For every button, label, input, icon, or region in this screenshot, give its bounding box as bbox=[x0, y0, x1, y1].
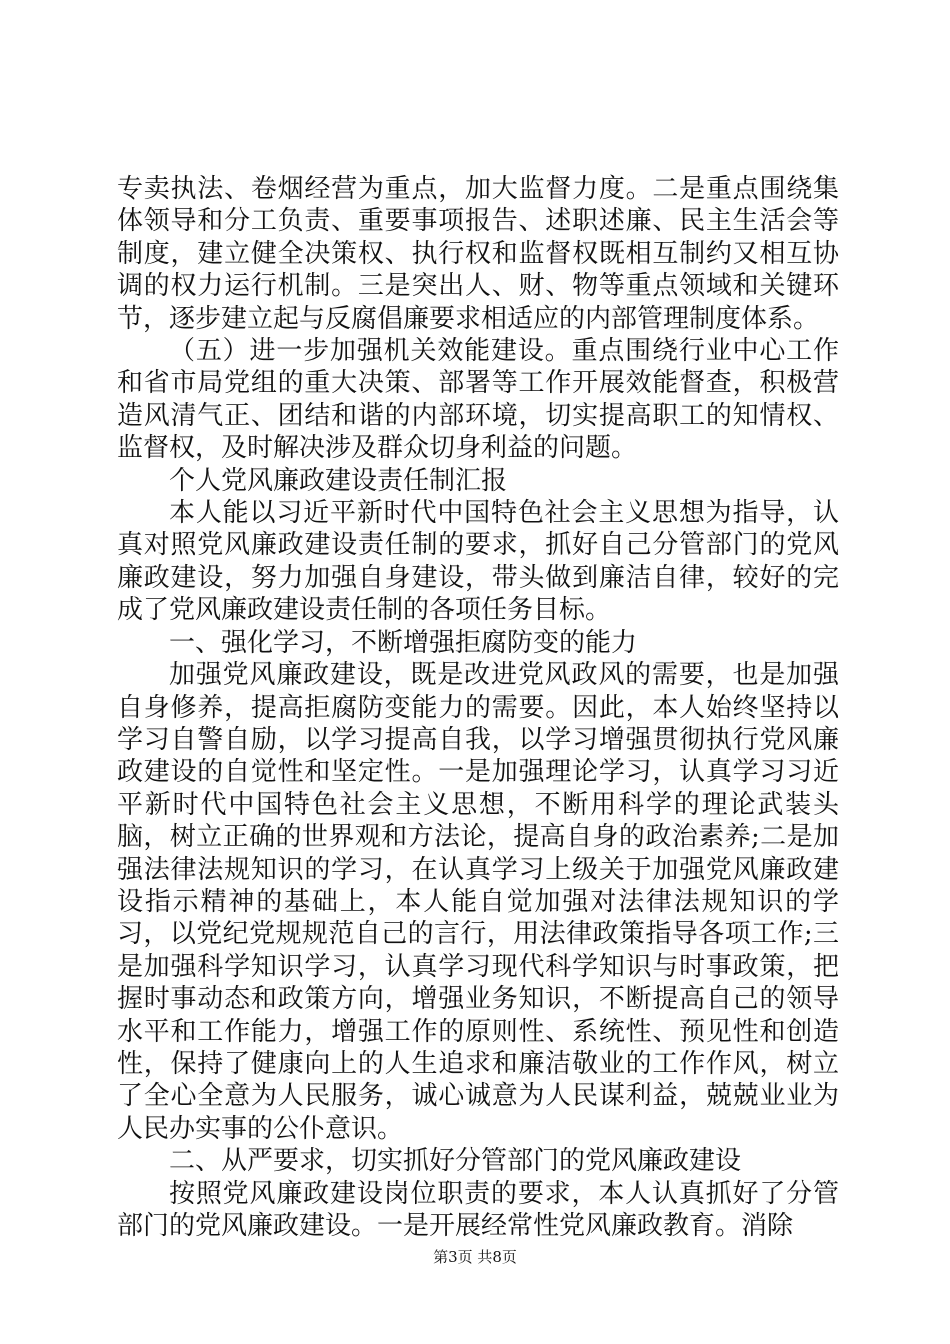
section-heading-two: 二、从严要求，切实抓好分管部门的党风廉政建设 bbox=[169, 1146, 742, 1177]
document-body bbox=[117, 173, 839, 1242]
document-title: 个人党风廉政建设责任制汇报 bbox=[169, 465, 508, 496]
section-heading-one: 一、强化学习，不断增强拒腐防变的能力 bbox=[169, 627, 638, 658]
paragraph-study: 加强党风廉政建设，既是改进党风政风的需要，也是加强自身修养，提高拒腐防变能力的需要。因此，本人始终坚持以学习自警自励，以学习提高自我，以学习增强贯彻执行党风廉政建设的自觉性和坚定性。一是加强理论学习，认真学习习近平新时代中国特色社会主义思想，不断用科学的理论武装头脑，树立正确的世界观和方法论，提高自身的政治素养;二是加强法律法规知识的学习，在认真学习上级关于加强党风廉政建设指示精神的基础上，本人能自觉加强对法律法规知识的学习，以党纪党规规范自己的言行，用法律政策指导各项工作;三是加强科学知识学习，认真学习现代科学知识与时事政策，把握时事动态和政策方向，增强业务知识，不断提高自己的领导水平和工作能力，增强工作的原则性、系统性、预见性和创造性，保持了健康向上的人生追求和廉洁敬业的工作作风，树立了全心全意为人民服务，诚心诚意为人民谋利益，兢兢业业为人民办实事的公仆意识。 bbox=[117, 660, 839, 1144]
paragraph-intro: 本人能以习近平新时代中国特色社会主义思想为指导，认真对照党风廉政建设责任制的要求，抓好自己分管部门的党风廉政建设，努力加强自身建设，带头做到廉洁自律，较好的完成了党风廉政建设责任制的各项任务目标。 bbox=[117, 498, 839, 626]
paragraph-continuation: 专卖执法、卷烟经营为重点，加大监督力度。二是重点围绕集体领导和分工负责、重要事项报告、述职述廉、民主生活会等制度，建立健全决策权、执行权和监督权既相互制约又相互协调的权力运行机制。三是突出人、财、物等重点领域和关键环节，逐步建立起与反腐倡廉要求相适应的内部管理制度体系。 bbox=[117, 174, 839, 334]
page-footer: 第3页 共8页 bbox=[433, 1248, 517, 1266]
paragraph-section-five: （五）进一步加强机关效能建设。重点围绕行业中心工作和省市局党组的重大决策、部署等工作开展效能督查，积极营造风清气正、团结和谐的内部环境，切实提高职工的知情权、监督权，及时解决涉及群众切身利益的问题。 bbox=[117, 336, 839, 464]
paragraph-requirements: 按照党风廉政建设岗位职责的要求，本人认真抓好了分管部门的党风廉政建设。一是开展经常性党风廉政教育。消除 bbox=[117, 1178, 839, 1241]
